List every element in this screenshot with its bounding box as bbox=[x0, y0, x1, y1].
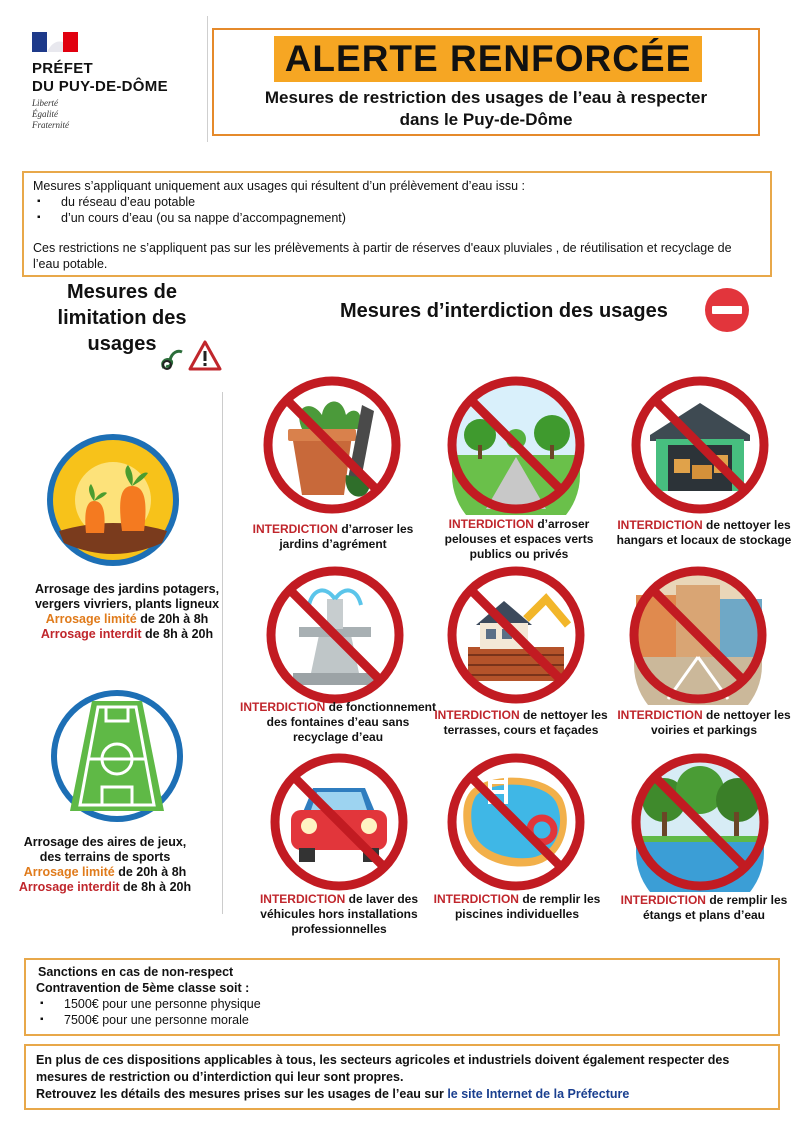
sports-field-icon bbox=[48, 687, 186, 825]
list-item: ▪ 7500€ pour une personne morale bbox=[64, 1012, 768, 1028]
no-entry-icon bbox=[704, 287, 750, 333]
interdiction-caption-lawns: INTERDICTION d’arroser pelouses et espaces verts publics ou privés bbox=[444, 517, 594, 561]
interdiction-caption-pools: INTERDICTION de remplir les piscines individuelles bbox=[433, 892, 601, 921]
interdiction-caption-terraces: INTERDICTION de nettoyer les terrasses, cours et façades bbox=[434, 708, 608, 737]
interdiction-caption-hangars: INTERDICTION de nettoyer les hangars et locaux de stockage bbox=[616, 518, 792, 547]
interdiction-caption-vehicles: INTERDICTION de laver des véhicules hors installations professionnelles bbox=[259, 892, 419, 936]
park-lawn-prohibited-icon bbox=[446, 375, 586, 515]
limitation-sports-caption: Arrosage des aires de jeux, des terrains de sports Arrosage limité de 20h à 8h Arrosage interdit de 8h à 20h bbox=[18, 835, 192, 894]
interdiction-caption-ponds: INTERDICTION de remplir les étangs et plans d’eau bbox=[620, 893, 788, 922]
limitation-garden-caption: Arrosage des jardins potagers, vergers vivriers, plants ligneux Arrosage limité de 20h à 8h Arrosage interdit de 8h à 20h bbox=[34, 582, 220, 641]
prefet-title: PRÉFET DU PUY-DE-DÔME bbox=[32, 60, 168, 95]
limitation-title: Mesures de limitation des usages bbox=[57, 281, 187, 355]
prefecture-website-link[interactable]: le site Internet de la Préfecture bbox=[447, 1087, 630, 1101]
pond-prohibited-icon bbox=[630, 752, 770, 892]
alert-title: ALERTE RENFORCÉE bbox=[274, 36, 702, 82]
scope-info-box bbox=[22, 171, 772, 277]
interdiction-caption-fountains: INTERDICTION de fonctionnement des fontaines d’eau sans recyclage d’eau bbox=[239, 700, 436, 744]
interdiction-caption-gardens: INTERDICTION d’arroser les jardins d’agrément bbox=[252, 522, 414, 551]
footer-note: En plus de ces dispositions applicables à tous, les secteurs agricoles et industriels doivent également respecter des mesures de restriction ou d’interdiction qui leur sont propres. bbox=[36, 1053, 730, 1084]
fountain-prohibited-icon bbox=[265, 565, 405, 705]
interdiction-title: Mesures d’interdiction des usages bbox=[340, 300, 668, 322]
sanctions-subtitle: Contravention de 5ème classe soit : bbox=[36, 981, 250, 995]
storage-hangar-prohibited-icon bbox=[630, 375, 770, 515]
column-divider bbox=[222, 392, 223, 914]
scope-list bbox=[33, 194, 761, 226]
garden-pot-prohibited-icon bbox=[262, 375, 402, 515]
header-separator bbox=[207, 16, 208, 142]
prefecture-logo bbox=[22, 18, 207, 138]
marianne-flag-icon bbox=[32, 32, 78, 52]
footer-link-line: Retrouvez les détails des mesures prises sur les usages de l’eau sur le site Internet de la Préfecture bbox=[36, 1087, 630, 1101]
vegetable-garden-icon bbox=[44, 431, 182, 569]
list-item: ▪ du réseau d’eau potable bbox=[61, 194, 761, 210]
list-item: ▪ 1500€ pour une personne physique bbox=[64, 996, 768, 1012]
car-wash-prohibited-icon bbox=[269, 752, 409, 892]
republic-motto: Liberté Égalité Fraternité bbox=[32, 98, 69, 130]
interdiction-caption-roads: INTERDICTION de nettoyer les voiries et parkings bbox=[617, 708, 791, 737]
footer-box bbox=[24, 1044, 780, 1110]
alert-subtitle: Mesures de restriction des usages de l’eau à respecter dans le Puy-de-Dôme bbox=[264, 88, 708, 129]
sanctions-box bbox=[24, 958, 780, 1036]
sanctions-title: Sanctions en cas de non-respect bbox=[38, 965, 234, 979]
list-item: ▪ d’un cours d’eau (ou sa nappe d’accompagnement) bbox=[61, 210, 761, 226]
scope-intro: Mesures s’appliquant uniquement aux usages qui résultent d’un prélèvement d’eau issu : bbox=[33, 179, 525, 193]
swimming-pool-prohibited-icon bbox=[446, 752, 586, 892]
sanctions-list bbox=[36, 996, 768, 1028]
street-parking-prohibited-icon bbox=[628, 565, 768, 705]
house-terrace-prohibited-icon bbox=[446, 565, 586, 705]
alert-header-box bbox=[212, 28, 760, 136]
hose-warning-icon bbox=[158, 338, 222, 372]
scope-note: Ces restrictions ne s’appliquent pas sur les prélèvements à partir de réserves d'eaux pluviales , de réutilisation et recyclage de l’eau potable. bbox=[33, 241, 732, 271]
